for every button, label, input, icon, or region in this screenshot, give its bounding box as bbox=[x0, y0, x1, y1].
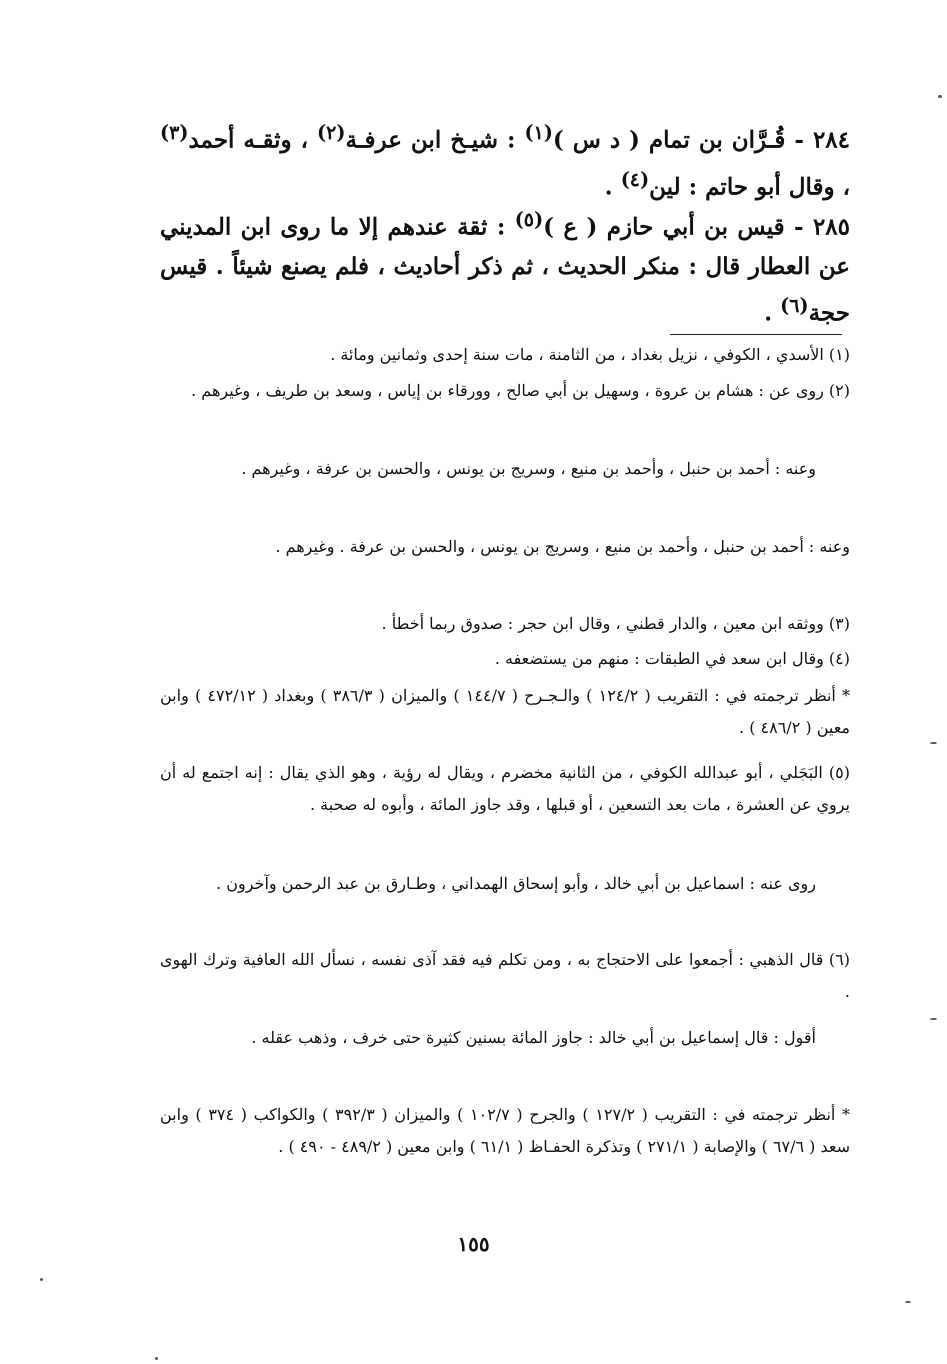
narrator-name: قُـرَّان بن تمام bbox=[648, 126, 786, 154]
source-symbols: ( د س ) bbox=[552, 126, 640, 154]
entry-285: ٢٨٥ - قيس بن أبي حازم ( ع )$^{(٥)}$ : ثقة عندهم إلا ما روى ابن المديني عن العطار قال : منكر الحديث ، ثم ذكر أحاديث ، فلم يصنع شيئاً . قيس حجة$^{(٦)}$ . bbox=[160, 208, 851, 327]
footnote-ref: (٣) bbox=[160, 121, 189, 144]
source-symbols: ( ع ) bbox=[543, 213, 598, 241]
entry-284: ٢٨٤ - قُـرَّان بن تمام ( د س )$^{(١)}$ : شيـخ ابن عرفـة$^{(٢)}$ ، وثقـه أحمد$^{(٣)}$ ، وقال أبو حاتم : لين$^{(٤)}$ . bbox=[160, 121, 850, 201]
scan-speck bbox=[155, 1357, 158, 1360]
scan-speck bbox=[930, 742, 937, 744]
footnote-1: (١) الأسدي ، الكوفي ، نزيل بغداد ، من الثامنة ، مات سنة إحدى وثمانين ومائة . bbox=[330, 345, 850, 364]
footnote-5-continuation: روى عنه : اسماعيل بن أبي خالد ، وأبو إسحاق الهمداني ، وطـارق بن عبد الرحمن وآخرون . bbox=[216, 874, 816, 893]
references-284: * أنظر ترجمته في : التقريب ( ١٢٤/٢ ) والـجـرح ( ١٤٤/٧ ) والميزان ( ٣٨٦/٣ ) وبغداد ( ٤٧٢/١٢ ) وابن معين ( ٤٨٦/٢ ) . bbox=[160, 686, 851, 737]
references-285: * أنظر ترجمته في : التقريب ( ١٢٧/٢ ) والجرح ( ١٠٢/٧ ) والميزان ( ٣٩٢/٣ ) والكواكب ( ٣٧٤ ) وابن سعد ( ٦٧/٦ ) والإصابة ( ٢٧١/١ ) وتذكرة الحفـاظ ( ٦١/١ ) وابن معين ( ٤٨٩/٢ - ٤٩٠ ) . bbox=[160, 1105, 851, 1156]
footnote-3: (٣) ووثقه ابن معين ، والدار قطني ، وقال ابن حجر : صدوق ربما أخطأ . bbox=[381, 614, 850, 633]
scan-speck bbox=[930, 1018, 937, 1020]
scan-speck bbox=[905, 1301, 911, 1303]
footnote-2: (٢) روى عن : هشام بن عروة ، وسهيل بن أبي صالح ، وورقاء بن إياس ، وسعد بن طريف ، وغيرهم . bbox=[191, 381, 850, 400]
entry-text: . bbox=[764, 299, 773, 327]
footnote-6: (٦) قال الذهبي : أجمعوا على الاحتجاج به ، ومن تكلم فيه فقد آذى نفسه ، نسأل الله العافية وترك الهوى . bbox=[160, 950, 850, 1001]
footnote-4: (٤) وقال ابن سعد في الطبقات : منهم من يستضعفه . bbox=[494, 649, 850, 668]
entry-text: . bbox=[604, 173, 613, 201]
footnote-5: (٥) البَجَلي ، أبو عبدالله الكوفي ، من الثانية مخضرم ، ويقال له رؤية ، وهو الذي يقال : إنه اجتمع له أن يروي عن العشرة ، مات بعد التسعين ، أو قبلها ، وقد جاوز المائة ، وأبوه له صحبة . bbox=[160, 763, 851, 814]
footnote-6-continuation: أقول : قال إسماعيل بن أبي خالد : جاوز المائة بسنين كثيرة حتى خرف ، وذهب عقله . bbox=[251, 1028, 816, 1047]
footnote-ref: (٢) bbox=[317, 121, 346, 144]
footnote-2-repeat: وعنه : أحمد بن حنبل ، وأحمد بن منيع ، وسريج بن يونس ، والحسن بن عرفة . وغيرهم . bbox=[275, 537, 850, 556]
scan-speck bbox=[40, 1278, 43, 1281]
footnote-separator bbox=[670, 334, 842, 335]
entry-number: ٢٨٤ bbox=[812, 126, 850, 154]
footnote-ref: (٥) bbox=[514, 208, 544, 231]
entry-text: ، وقال أبو حاتم : لين bbox=[649, 173, 850, 201]
entry-text: : ثقة عندهم إلا ما روى ابن المديني عن العطار قال : منكر الحديث ، ثم ذكر أحاديث ، فلم يصنع شيئاً . قيس حجة bbox=[160, 213, 850, 327]
footnote-ref: (٤) bbox=[620, 167, 650, 191]
entry-text: ، وثقـه أحمد bbox=[188, 126, 309, 154]
scan-speck bbox=[938, 95, 942, 98]
entry-number: ٢٨٥ bbox=[812, 213, 851, 241]
narrator-name: قيس بن أبي حازم bbox=[606, 213, 785, 241]
entry-text: : شيـخ ابن عرفـة bbox=[345, 126, 516, 154]
page-number: ١٥٥ bbox=[457, 1232, 490, 1256]
footnote-ref: (١) bbox=[524, 121, 553, 144]
footnote-ref: (٦) bbox=[780, 293, 809, 317]
footnote-2-continuation: وعنه : أحمد بن حنبل ، وأحمد بن منيع ، وسريج بن يونس ، والحسن بن عرفة ، وغيرهم . bbox=[241, 459, 816, 478]
